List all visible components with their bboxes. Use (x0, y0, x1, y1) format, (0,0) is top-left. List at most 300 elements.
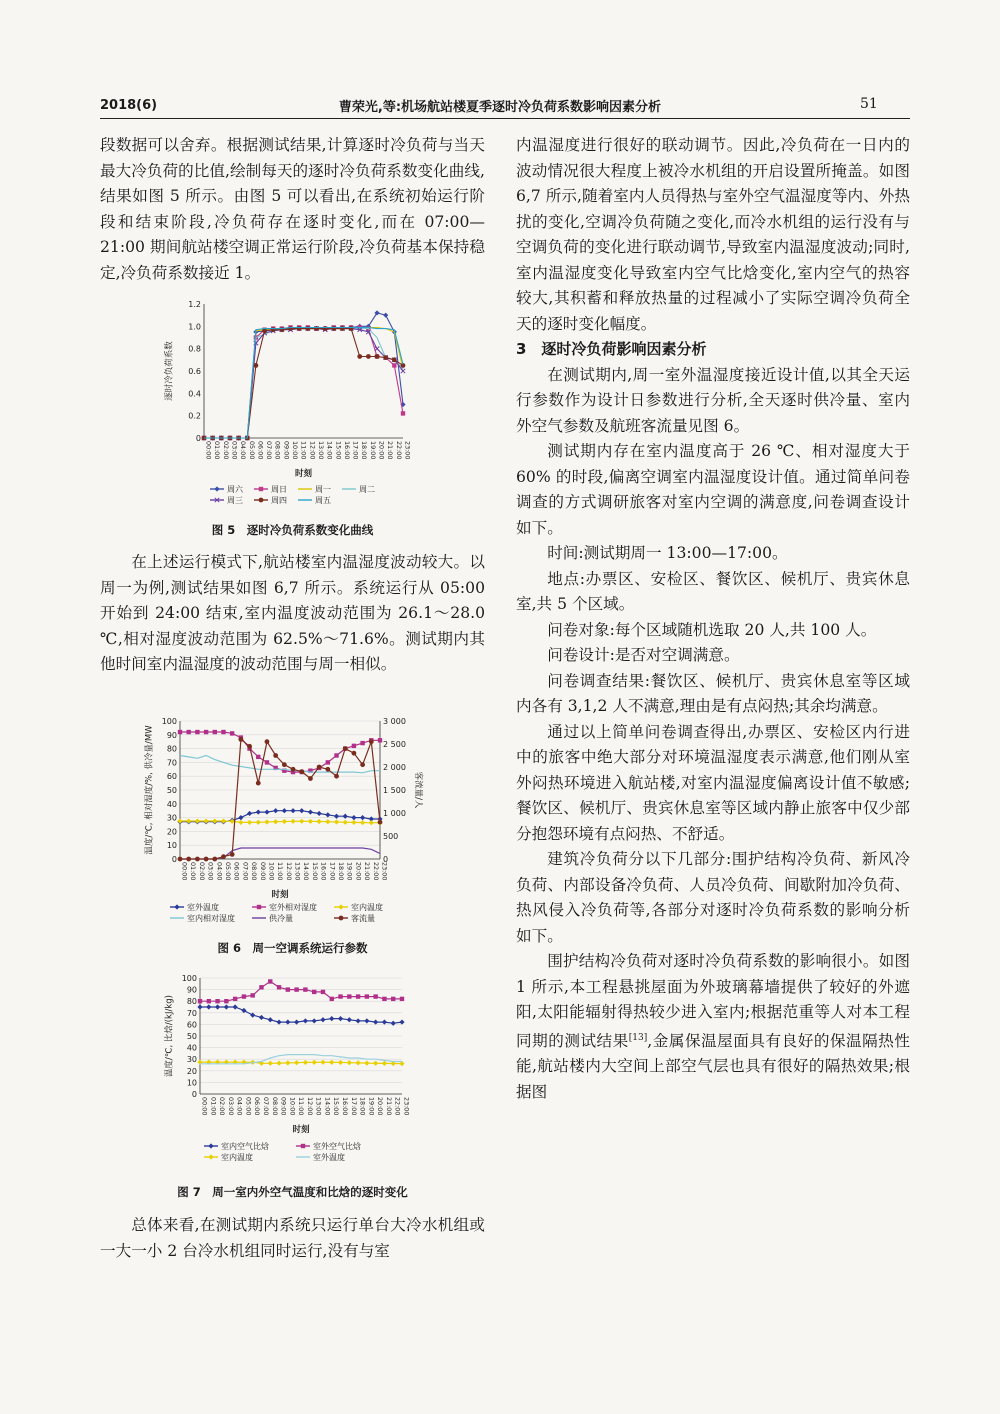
y-tick-label: 20 (166, 827, 177, 837)
y-tick-label: 30 (186, 1055, 197, 1065)
y-tick-label: 0.4 (188, 389, 201, 399)
data-point (254, 363, 259, 368)
x-tick-label: 08:00 (270, 1097, 279, 1116)
data-point (285, 1019, 290, 1024)
y-tick-label: 30 (166, 813, 177, 823)
data-point (247, 744, 252, 749)
x-tick-label: 05:00 (223, 862, 232, 881)
series-line (204, 328, 403, 439)
data-point (334, 753, 338, 757)
y2-tick-label: 1 500 (383, 786, 406, 795)
y2-axis-label: 客流量/人 (413, 771, 423, 809)
paragraph: 测试期内存在室内温度高于 26 ℃、相对湿度大于 60% 的时段,偏离空调室内温湿度设计值。通过简单问卷调查的方式调研旅客对室内空调的满意度,问卷调查设计如下。 (516, 442, 910, 537)
data-point (294, 1060, 299, 1065)
legend-marker (259, 498, 264, 503)
y-tick-label: 1.2 (188, 300, 201, 309)
x-tick-label: 01:00 (209, 1097, 218, 1116)
data-point (230, 852, 235, 857)
running-title: 曹荣光,等:机场航站楼夏季逐时冷负荷系数影响因素分析 (338, 100, 662, 115)
data-point (349, 326, 354, 331)
x-tick-label: 09:00 (258, 862, 267, 881)
x-tick-label: 19:00 (345, 862, 354, 881)
y-axis-label: 温度/℃, 相对湿度/%, 供冷量/MW (144, 725, 155, 855)
x-tick-label: 14:00 (302, 862, 311, 881)
data-point (331, 326, 336, 331)
x-tick-label: 23:00 (380, 862, 389, 881)
x-tick-label: 01:00 (213, 441, 222, 460)
data-point (383, 355, 388, 360)
x-tick-label: 16:00 (341, 1097, 350, 1116)
page-number: 51 (860, 96, 878, 112)
paragraph: 问卷对象:每个区域随机选取 20 人,共 100 人。 (547, 620, 877, 639)
x-tick-label: 16:00 (342, 441, 351, 460)
x-tick-label: 08:00 (273, 441, 282, 460)
legend-label: 周一 (315, 485, 331, 494)
y-tick-label: 90 (186, 985, 197, 995)
data-point (221, 730, 225, 734)
x-tick-label: 01:00 (189, 862, 198, 881)
data-point (178, 857, 183, 862)
data-point (364, 1061, 369, 1066)
data-point (305, 326, 310, 331)
y-tick-label: 90 (166, 730, 177, 740)
data-point (334, 774, 339, 779)
x-tick-label: 18:00 (337, 862, 346, 881)
series-4 (180, 756, 380, 773)
series-line (180, 756, 380, 773)
data-point (294, 1019, 299, 1024)
data-point (250, 1013, 255, 1018)
data-point (282, 808, 287, 813)
data-point (204, 857, 209, 862)
y-tick-label: 0 (191, 1090, 197, 1099)
data-point (259, 1015, 264, 1020)
series-line (180, 811, 380, 822)
x-axis-label: 时刻 (294, 469, 313, 479)
data-point (273, 819, 278, 824)
data-point (355, 1018, 360, 1023)
data-point (351, 815, 356, 820)
x-tick-label: 15:00 (332, 1097, 341, 1116)
series-1 (197, 1004, 404, 1025)
data-point (373, 994, 377, 998)
section-heading: 3 逐时冷负荷影响因素分析 (516, 340, 707, 358)
series-1 (201, 310, 405, 440)
data-point (242, 994, 246, 998)
data-point (215, 999, 219, 1003)
x-tick-label: 15:00 (310, 862, 319, 881)
data-point (195, 818, 200, 823)
series-6 (178, 737, 383, 861)
data-point (282, 819, 287, 824)
x-tick-label: 21:00 (384, 1097, 393, 1116)
legend-label: 客流量 (351, 914, 375, 923)
legend-label: 供冷量 (269, 914, 293, 923)
series-line (200, 1007, 402, 1023)
data-point (347, 994, 351, 998)
legend-label: 室外空气比焓 (313, 1142, 361, 1151)
x-tick-label: 09:00 (282, 441, 291, 460)
series-5 (180, 848, 380, 859)
x-tick-label: 16:00 (319, 862, 328, 881)
data-point (230, 731, 234, 735)
legend-marker (301, 1144, 305, 1148)
x-tick-label: 18:00 (358, 1097, 367, 1116)
data-point (357, 354, 362, 359)
data-point (330, 997, 334, 1001)
x-axis-label: 时刻 (292, 1125, 310, 1135)
series-line (180, 848, 380, 859)
data-point (221, 818, 226, 823)
legend-label: 周二 (359, 485, 375, 494)
data-point (329, 1060, 334, 1065)
data-point (378, 820, 383, 825)
data-point (203, 818, 208, 823)
legend-marker (259, 487, 263, 491)
data-point (299, 769, 304, 774)
figure-5-chart (160, 296, 430, 512)
data-point (303, 1060, 308, 1065)
data-point (369, 820, 374, 825)
x-tick-label: 09:00 (279, 1097, 288, 1116)
x-tick-label: 02:00 (218, 1097, 227, 1116)
paragraph: 在测试期内,周一室外温湿度接近设计值,以其全天运行参数作为设计日参数进行分析,全天逐时供冷量、室内外空气参数及航班客流量见图 6。 (516, 365, 910, 435)
legend-label: 周六 (227, 485, 243, 494)
x-tick-label: 00:00 (200, 1097, 209, 1116)
data-point (340, 326, 345, 331)
x-tick-label: 11:00 (299, 441, 308, 460)
x-tick-label: 20:00 (354, 862, 363, 881)
data-point (312, 1018, 317, 1023)
x-tick-label: 00:00 (180, 862, 189, 881)
figure-7-chart (160, 970, 440, 1178)
data-point (238, 815, 243, 820)
data-point (352, 751, 357, 756)
series-5 (202, 326, 405, 440)
data-point (325, 767, 330, 772)
data-point (276, 1061, 281, 1066)
data-point (256, 781, 261, 786)
series-line (180, 732, 380, 772)
data-point (352, 744, 356, 748)
x-tick-label: 12:00 (308, 441, 317, 460)
x-tick-label: 05:00 (247, 441, 256, 460)
data-point (256, 809, 261, 814)
series-line (204, 313, 403, 438)
paragraph: 段数据可以舍弃。根据测试结果,计算逐时冷负荷与当天最大冷负荷的比值,绘制每天的逐时冷负荷系数变化曲线,结果如图 5 所示。由图 5 可以看出,在系统初始运行阶段和结束阶段,冷负荷存在逐时变化,而在 07:00—21:00 期间航站楼空调正常运行阶段,冷负荷基本保持稳定,冷负荷系数接近 1。 (100, 136, 485, 282)
paragraph: 内温湿度进行很好的联动调节。因此,冷负荷在一日内的波动情况很大程度上被冷水机组的开启设置所掩盖。如图 6,7 所示,随着室内人员得热与室外空气温湿度等内、外热扰的变化,空调冷负荷随之变化,而冷水机组的运行没有与空调负荷的变化进行联动调节,导致室内温湿度波动;同时,室内温湿度变化导致室内空气比焓变化,室内空气的热容较大,其积蓄和释放热量的过程减小了实际空调冷负荷全天的逐时变化幅度。 (516, 136, 910, 333)
x-tick-label: 11:00 (276, 862, 285, 881)
data-point (369, 739, 374, 744)
data-point (224, 1004, 229, 1009)
data-point (265, 739, 270, 744)
data-point (233, 997, 237, 1001)
x-tick-label: 15:00 (334, 441, 343, 460)
data-point (317, 811, 322, 816)
data-point (326, 760, 330, 764)
x-axis-label: 时刻 (271, 890, 289, 900)
data-point (198, 999, 202, 1003)
x-tick-label: 06:00 (256, 441, 265, 460)
data-point (399, 1019, 404, 1024)
data-point (312, 990, 316, 994)
data-point (323, 326, 328, 331)
x-tick-label: 20:00 (376, 1097, 385, 1116)
legend-label: 室内温度 (351, 903, 383, 912)
series-2 (202, 325, 405, 440)
data-point (250, 993, 254, 997)
data-point (392, 357, 397, 362)
data-point (325, 812, 330, 817)
data-point (360, 820, 365, 825)
data-point (212, 857, 217, 862)
y2-tick-label: 3 000 (383, 717, 406, 726)
data-point (276, 1019, 281, 1024)
legend-marker (339, 916, 344, 921)
data-point (297, 326, 302, 331)
data-point (360, 815, 365, 820)
y-axis-label: 逐时冷负荷系数 (164, 341, 175, 401)
data-point (391, 997, 395, 1001)
data-point (186, 857, 191, 862)
x-tick-label: 10:00 (267, 862, 276, 881)
data-point (247, 811, 252, 816)
y-tick-label: 100 (161, 717, 177, 726)
data-point (273, 808, 278, 813)
data-point (360, 762, 365, 767)
y-tick-label: 80 (186, 997, 197, 1007)
data-point (382, 1061, 387, 1066)
data-point (383, 313, 388, 318)
data-point (256, 820, 261, 825)
journal-issue: 2018(6) (100, 98, 158, 113)
data-point (373, 1061, 378, 1066)
x-tick-label: 06:00 (253, 1097, 262, 1116)
x-tick-label: 03:00 (230, 441, 239, 460)
y-tick-label: 50 (166, 786, 177, 795)
y-tick-label: 70 (186, 1008, 197, 1018)
x-tick-label: 21:00 (363, 862, 372, 881)
left-column-bottom (100, 1213, 485, 1264)
x-tick-label: 21:00 (386, 441, 395, 460)
y-tick-label: 10 (166, 841, 177, 851)
data-point (264, 809, 269, 814)
x-tick-label: 04:00 (239, 441, 248, 460)
data-point (338, 1016, 343, 1021)
x-tick-label: 02:00 (197, 862, 206, 881)
paragraph: 问卷设计:是否对空调满意。 (547, 646, 740, 664)
legend-marker (257, 905, 261, 909)
data-point (391, 1021, 396, 1026)
data-point (360, 741, 364, 745)
data-point (290, 808, 295, 813)
data-point (213, 730, 217, 734)
data-point (303, 987, 307, 991)
legend-label: 室外相对湿度 (269, 903, 317, 912)
citation-ref: [13] (628, 1032, 648, 1043)
data-point (186, 818, 191, 823)
legend-marker (338, 904, 343, 909)
legend (210, 484, 375, 505)
data-point (347, 1017, 352, 1022)
x-tick-label: 13:00 (316, 441, 325, 460)
legend-label: 周四 (271, 496, 287, 505)
data-point (178, 730, 182, 734)
data-point (277, 985, 281, 989)
data-point (259, 985, 263, 989)
data-point (375, 354, 380, 359)
data-point (317, 819, 322, 824)
data-point (312, 1060, 317, 1065)
legend-marker (214, 486, 219, 491)
left-column-middle (100, 550, 485, 678)
x-tick-label: 04:00 (235, 1097, 244, 1116)
paragraph: 建筑冷负荷分以下几部分:围护结构冷负荷、新风冷负荷、内部设备冷负荷、人员冷负荷、间歇附加冷负荷、热风侵入冷负荷等,各部分对逐时冷负荷系数的影响分析如下。 (516, 850, 910, 945)
data-point (195, 857, 200, 862)
data-point (204, 730, 208, 734)
data-point (285, 1060, 290, 1065)
y2-tick-label: 500 (383, 832, 399, 841)
y-tick-label: 80 (166, 744, 177, 754)
left-column-top (100, 133, 485, 286)
data-point (215, 1004, 220, 1009)
data-point (334, 814, 339, 819)
legend-label: 室内空气比焓 (221, 1142, 269, 1151)
y-tick-label: 40 (186, 1043, 197, 1053)
data-point (382, 1019, 387, 1024)
data-point (238, 737, 243, 742)
data-point (303, 1018, 308, 1023)
x-tick-label: 17:00 (328, 862, 337, 881)
data-point (268, 1061, 273, 1066)
legend-marker (174, 904, 179, 909)
x-tick-label: 19:00 (367, 1097, 376, 1116)
x-tick-label: 02:00 (221, 441, 230, 460)
y2-tick-label: 2 500 (383, 740, 406, 749)
data-point (221, 854, 226, 859)
data-point (268, 979, 272, 983)
x-tick-label: 10:00 (291, 441, 300, 460)
data-point (320, 1017, 325, 1022)
data-point (256, 755, 260, 759)
x-tick-label: 22:00 (371, 862, 380, 881)
y-tick-label: 70 (166, 758, 177, 768)
y-tick-label: 50 (186, 1032, 197, 1041)
header-rule (100, 118, 910, 119)
data-point (264, 819, 269, 824)
paragraph: 时间:测试期周一 13:00—17:00。 (547, 544, 788, 562)
y2-tick-label: 2 000 (383, 763, 406, 772)
x-tick-label: 08:00 (250, 862, 259, 881)
x-tick-label: 12:00 (305, 1097, 314, 1116)
x-tick-label: 04:00 (215, 862, 224, 881)
x-tick-label: 14:00 (323, 1097, 332, 1116)
x-tick-label: 18:00 (360, 441, 369, 460)
x-tick-label: 10:00 (288, 1097, 297, 1116)
x-tick-label: 05:00 (244, 1097, 253, 1116)
x-tick-label: 12:00 (284, 862, 293, 881)
x-tick-label: 19:00 (368, 441, 377, 460)
data-point (271, 327, 276, 332)
data-point (366, 354, 371, 359)
legend-marker (208, 1143, 213, 1148)
data-point (212, 818, 217, 823)
data-point (329, 1016, 334, 1021)
legend (170, 902, 383, 923)
data-point (308, 819, 313, 824)
data-point (365, 994, 369, 998)
data-point (382, 997, 386, 1001)
data-point (308, 809, 313, 814)
data-point (347, 1060, 352, 1065)
data-point (238, 820, 243, 825)
data-point (299, 808, 304, 813)
series-line (200, 982, 402, 1002)
figure-7-caption: 图 7 周一室内外空气温度和比焓的逐时变化 (177, 1185, 408, 1199)
data-point (343, 746, 348, 751)
x-tick-label: 06:00 (232, 862, 241, 881)
data-point (338, 994, 342, 998)
data-point (273, 753, 278, 758)
data-point (291, 767, 296, 772)
paragraph: 在上述运行模式下,航站楼室内温湿度波动较大。以周一为例,测试结果如图 6,7 所示。系统运行从 05:00 开始到 24:00 结束,室内温度波动范围为 26.1～28.0 ℃,相对湿度波动范围为 62.5%～71.6%。测试期内其他时间室内温湿度的波动范围与周一相似。 (100, 553, 485, 673)
data-point (241, 1008, 246, 1013)
data-point (233, 1004, 238, 1009)
data-point (320, 1060, 325, 1065)
data-point (373, 1019, 378, 1024)
data-point (288, 326, 293, 331)
series-2 (198, 979, 404, 1003)
y-tick-label: 40 (166, 799, 177, 809)
y-axis-label: 温度/℃, 比焓/(kJ/kg) (164, 995, 175, 1077)
data-point (338, 1060, 343, 1065)
data-point (286, 987, 290, 991)
legend-label: 室内相对湿度 (187, 914, 235, 923)
legend-marker (208, 1154, 213, 1159)
y-tick-label: 0.6 (188, 367, 201, 376)
x-tick-label: 23:00 (402, 1097, 411, 1116)
data-point (282, 762, 287, 767)
y-tick-label: 60 (186, 1020, 197, 1030)
x-tick-label: 14:00 (325, 441, 334, 460)
data-point (317, 765, 322, 770)
data-point (268, 1017, 273, 1022)
x-tick-label: 22:00 (394, 441, 403, 460)
data-point (392, 363, 396, 367)
y-tick-label: 10 (186, 1078, 197, 1088)
x-tick-label: 17:00 (351, 441, 360, 460)
data-point (400, 997, 404, 1001)
data-point (364, 1018, 369, 1023)
data-point (378, 738, 382, 742)
data-point (265, 760, 269, 764)
data-point (325, 819, 330, 824)
legend-label: 室内温度 (221, 1153, 253, 1162)
data-point (290, 819, 295, 824)
y-tick-label: 0 (195, 434, 201, 443)
data-point (206, 1004, 211, 1009)
data-point (321, 990, 325, 994)
right-column (516, 133, 910, 1105)
data-point (195, 730, 199, 734)
data-point (186, 730, 190, 734)
x-tick-label: 11:00 (297, 1097, 306, 1116)
legend-label: 周五 (315, 496, 331, 505)
figure-5-caption: 图 5 逐时冷负荷系数变化曲线 (211, 523, 374, 537)
x-tick-label: 23:00 (403, 441, 412, 460)
data-point (247, 820, 252, 825)
legend-label: 室外温度 (187, 903, 219, 912)
